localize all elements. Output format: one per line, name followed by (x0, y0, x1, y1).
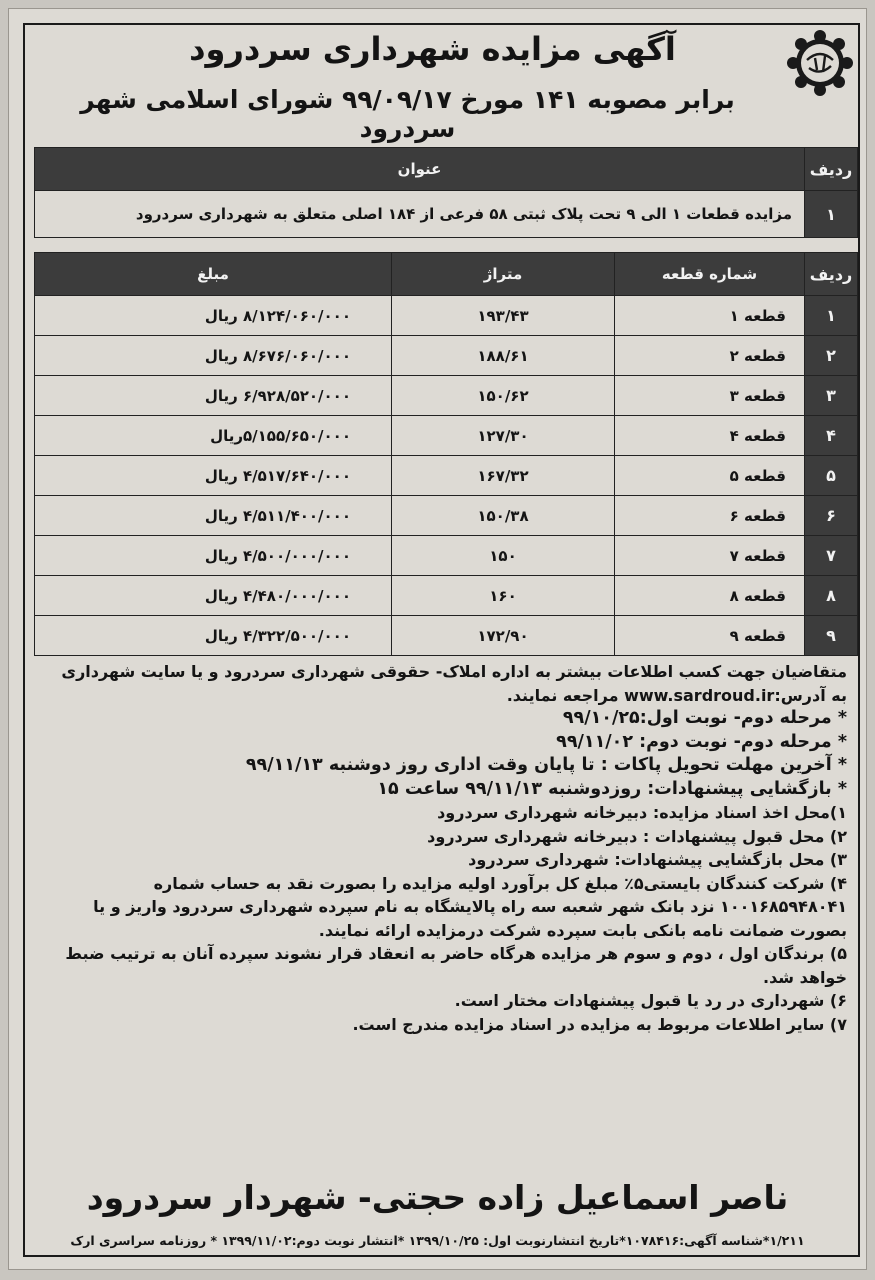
parcel-area: ۱۶۷/۳۲ (392, 456, 615, 496)
table-row (35, 576, 858, 616)
condition-item: ۵) برندگان اول ، دوم و سوم هر مزایده هرگاه حاضر به انعقاد قرار نشوند سپرده آنان به ترتیب ضبط خواهد شد. (65, 944, 847, 987)
parcel-area: ۱۲۷/۳۰ (392, 416, 615, 456)
row-number: ۶ (805, 496, 858, 536)
row-number: ۱ (805, 296, 858, 336)
column-header-row: ردیف (805, 253, 858, 296)
subject-table (34, 147, 858, 238)
table-row (35, 536, 858, 576)
row-number: ۲ (805, 336, 858, 376)
parcel-number: قطعه ۸ (615, 576, 805, 616)
parcel-area: ۱۷۲/۹۰ (392, 616, 615, 656)
row-number: ۱ (805, 191, 858, 238)
column-header-title: عنوان (35, 148, 805, 191)
parcel-number: قطعه ۳ (615, 376, 805, 416)
parcels-table-header (35, 253, 858, 296)
parcel-number: قطعه ۶ (615, 496, 805, 536)
notice-subtitle: برابر مصوبه ۱۴۱ مورخ ۹۹/۰۹/۱۷ شورای اسلامی شهر سردرود (80, 85, 735, 143)
parcel-area: ۱۸۸/۶۱ (392, 336, 615, 376)
intro-line-website: به آدرس:www.sardroud.ir مراجعه نمایند. (506, 685, 847, 705)
table-row (35, 296, 858, 336)
parcel-area: ۱۵۰/۳۸ (392, 496, 615, 536)
table-row (35, 496, 858, 536)
row-number: ۳ (805, 376, 858, 416)
column-header-amount: مبلغ (35, 253, 392, 296)
notice-body (38, 660, 847, 1036)
parcel-amount: ۸/۶۷۶/۰۶۰/۰۰۰ ریال (35, 336, 392, 376)
mayor-signature: ناصر اسماعیل زاده حجتی- شهردار سردرود (86, 1178, 789, 1217)
parcel-number: قطعه ۴ (615, 416, 805, 456)
parcel-area: ۱۶۰ (392, 576, 615, 616)
parcel-amount: ۴/۵۰۰/۰۰۰/۰۰۰ ریال (35, 536, 392, 576)
parcel-amount: ۴/۳۲۲/۵۰۰/۰۰۰ ریال (35, 616, 392, 656)
parcel-amount: ۸/۱۲۴/۰۶۰/۰۰۰ ریال (35, 296, 392, 336)
column-header-parcel: شماره قطعه (615, 253, 805, 296)
parcel-amount: ۴/۵۱۷/۶۴۰/۰۰۰ ریال (35, 456, 392, 496)
municipality-logo-icon (787, 30, 853, 96)
row-number: ۵ (805, 456, 858, 496)
condition-item: ۷) سایر اطلاعات مربوط به مزایده در اسناد مزایده مندرج است. (352, 1014, 847, 1034)
condition-item: ۴) شرکت کنندگان بایستی۵٪ مبلغ کل برآورد اولیه مزایده را بصورت نقد به حساب شماره ۱۰۰۱۶۸۵۹۴۸۰۴۱ نزد بانک شهر شعبه سه راه پالایشگاه به نام سپرده شهرداری سردرود واریز و یا بصورت ضمانت نامه بانکی بابت سپرده شرکت درمزایده ارائه نمایند. (93, 873, 847, 940)
submission-deadline: * آخرین مهلت تحویل پاکات : تا پایان وقت اداری روز دوشنبه ۹۹/۱۱/۱۳ (245, 755, 847, 775)
row-number: ۴ (805, 416, 858, 456)
table-row (35, 456, 858, 496)
parcel-area: ۱۹۳/۴۳ (392, 296, 615, 336)
opening-date: * بازگشایی پیشنهادات: روزدوشنبه ۹۹/۱۱/۱۳ ساعت ۱۵ (377, 778, 847, 799)
website-link[interactable]: www.sardroud.ir (624, 685, 775, 705)
parcel-number: قطعه ۹ (615, 616, 805, 656)
table-row (35, 616, 858, 656)
row-number: ۷ (805, 536, 858, 576)
stage-second-date: * مرحله دوم- نوبت دوم: ۹۹/۱۱/۰۲ (556, 731, 847, 752)
condition-item: ۱)محل اخذ اسناد مزایده: دبیرخانه شهرداری سردرود (437, 803, 847, 822)
parcels-table (34, 252, 858, 656)
condition-item: ۳) محل بازگشایی پیشنهادات: شهرداری سردرود (468, 850, 847, 869)
intro-line: متقاضیان جهت کسب اطلاعات بیشتر به اداره املاک- حقوقی شهرداری سردرود و یا سایت شهرداری (61, 662, 847, 681)
condition-item: ۶) شهرداری در رد یا قبول پیشنهادات مختار است. (454, 991, 847, 1010)
publication-footer: ۱/۲۱۱*شناسه آگهی:۱۰۷۸۴۱۶*تاریخ انتشارنوبت اول: ۱۳۹۹/۱۰/۲۵ *انتشار نوبت دوم:۱۳۹۹/۱۱/۰۲ * روزنامه سراسری ارک (70, 1233, 805, 1248)
column-header-row: ردیف (805, 148, 858, 191)
table-row (35, 416, 858, 456)
parcel-area: ۱۵۰ (392, 536, 615, 576)
parcel-amount: ۴/۴۸۰/۰۰۰/۰۰۰ ریال (35, 576, 392, 616)
stage-first-date: * مرحله دوم- نوبت اول:۹۹/۱۰/۲۵ (562, 708, 847, 728)
condition-item: ۲) محل قبول پیشنهادات : دبیرخانه شهرداری سردرود (427, 826, 847, 846)
parcel-number: قطعه ۱ (615, 296, 805, 336)
auction-subject: مزایده قطعات ۱ الی ۹ تحت پلاک ثبتی ۵۸ فرعی از ۱۸۴ اصلی متعلق به شهرداری سردرود (35, 191, 805, 238)
parcel-number: قطعه ۵ (615, 456, 805, 496)
table-row (35, 191, 858, 238)
parcel-number: قطعه ۲ (615, 336, 805, 376)
parcel-amount: ۶/۹۲۸/۵۲۰/۰۰۰ ریال (35, 376, 392, 416)
parcel-number: قطعه ۷ (615, 536, 805, 576)
parcel-amount: ۵/۱۵۵/۶۵۰/۰۰۰ریال (35, 416, 392, 456)
table-row (35, 336, 858, 376)
column-header-area: متراژ (392, 253, 615, 296)
parcel-area: ۱۵۰/۶۲ (392, 376, 615, 416)
parcel-amount: ۴/۵۱۱/۴۰۰/۰۰۰ ریال (35, 496, 392, 536)
row-number: ۹ (805, 616, 858, 656)
subject-table-header (35, 148, 858, 191)
table-row (35, 376, 858, 416)
row-number: ۸ (805, 576, 858, 616)
notice-title: آگهی مزایده شهرداری سردرود (189, 30, 676, 68)
